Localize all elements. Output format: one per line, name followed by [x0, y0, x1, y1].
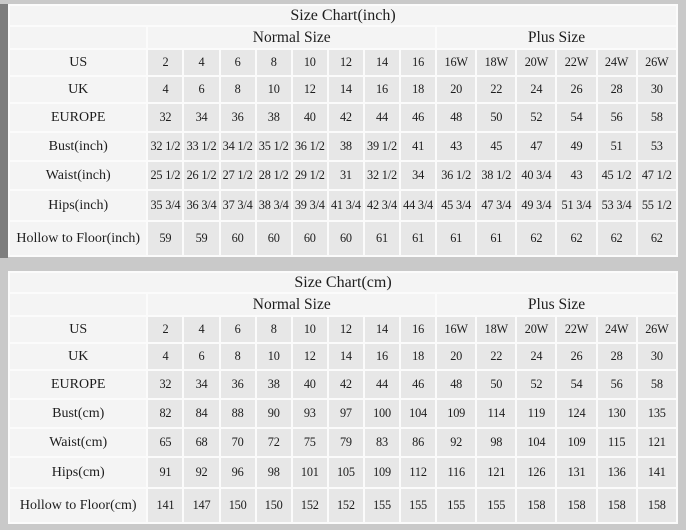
- table-row: [10, 317, 676, 342]
- size-value-cell: 59: [184, 222, 218, 255]
- size-value-cell: 124: [557, 400, 595, 427]
- size-value-cell: 61: [365, 222, 399, 255]
- size-value-cell: 53: [638, 133, 676, 160]
- size-value-cell: 8: [221, 344, 255, 369]
- size-value-cell: 54: [557, 104, 595, 131]
- size-value-cell: 155: [477, 489, 515, 522]
- size-value-cell: 22W: [557, 317, 595, 342]
- size-value-cell: 88: [221, 400, 255, 427]
- size-value-cell: 119: [517, 400, 555, 427]
- size-value-cell: 47: [517, 133, 555, 160]
- size-value-cell: 72: [257, 429, 291, 456]
- corner-cell: [10, 294, 146, 315]
- size-value-cell: 58: [638, 371, 676, 398]
- size-value-cell: 141: [638, 458, 676, 487]
- size-chart-cm-table: [8, 271, 678, 524]
- row-label: Waist(inch): [10, 162, 146, 189]
- size-value-cell: 98: [257, 458, 291, 487]
- size-value-cell: 10: [257, 77, 291, 102]
- size-value-cell: 61: [477, 222, 515, 255]
- size-chart-inch-table: [8, 4, 678, 257]
- size-value-cell: 14: [329, 344, 363, 369]
- size-value-cell: 60: [257, 222, 291, 255]
- size-value-cell: 27 1/2: [221, 162, 255, 189]
- size-value-cell: 18: [401, 344, 435, 369]
- size-value-cell: 92: [184, 458, 218, 487]
- size-value-cell: 6: [184, 344, 218, 369]
- size-value-cell: 34 1/2: [221, 133, 255, 160]
- size-value-cell: 10: [293, 50, 327, 75]
- size-value-cell: 14: [365, 50, 399, 75]
- size-value-cell: 158: [517, 489, 555, 522]
- normal-size-header: Normal Size: [148, 27, 435, 48]
- size-value-cell: 44: [365, 104, 399, 131]
- row-label: Bust(inch): [10, 133, 146, 160]
- size-value-cell: 2: [148, 50, 182, 75]
- table-row: [10, 162, 676, 189]
- size-value-cell: 26W: [638, 50, 676, 75]
- size-value-cell: 38 1/2: [477, 162, 515, 189]
- table-title: Size Chart(inch): [10, 6, 676, 25]
- size-value-cell: 56: [598, 104, 636, 131]
- size-value-cell: 60: [293, 222, 327, 255]
- size-value-cell: 101: [293, 458, 327, 487]
- size-value-cell: 28: [598, 344, 636, 369]
- table-row: [10, 77, 676, 102]
- row-label: Hips(inch): [10, 191, 146, 220]
- size-value-cell: 26: [557, 344, 595, 369]
- row-label: Hips(cm): [10, 458, 146, 487]
- size-value-cell: 14: [365, 317, 399, 342]
- size-value-cell: 42: [329, 104, 363, 131]
- size-value-cell: 12: [293, 344, 327, 369]
- size-value-cell: 32: [148, 104, 182, 131]
- size-value-cell: 35 3/4: [148, 191, 182, 220]
- size-value-cell: 104: [401, 400, 435, 427]
- size-value-cell: 97: [329, 400, 363, 427]
- size-value-cell: 90: [257, 400, 291, 427]
- size-value-cell: 4: [184, 317, 218, 342]
- size-value-cell: 45: [477, 133, 515, 160]
- row-label: US: [10, 50, 146, 75]
- table-row: [10, 104, 676, 131]
- size-value-cell: 150: [221, 489, 255, 522]
- size-value-cell: 152: [293, 489, 327, 522]
- size-value-cell: 152: [329, 489, 363, 522]
- size-value-cell: 141: [148, 489, 182, 522]
- table-row: [10, 133, 676, 160]
- size-value-cell: 135: [638, 400, 676, 427]
- size-value-cell: 45 3/4: [437, 191, 475, 220]
- size-value-cell: 114: [477, 400, 515, 427]
- size-value-cell: 22: [477, 344, 515, 369]
- size-value-cell: 12: [329, 317, 363, 342]
- size-value-cell: 61: [401, 222, 435, 255]
- size-value-cell: 36: [221, 371, 255, 398]
- size-value-cell: 42: [329, 371, 363, 398]
- size-value-cell: 12: [329, 50, 363, 75]
- size-value-cell: 52: [517, 104, 555, 131]
- size-value-cell: 24: [517, 344, 555, 369]
- size-value-cell: 121: [477, 458, 515, 487]
- size-value-cell: 43: [557, 162, 595, 189]
- size-value-cell: 79: [329, 429, 363, 456]
- size-value-cell: 22W: [557, 50, 595, 75]
- size-value-cell: 45 1/2: [598, 162, 636, 189]
- corner-cell: [10, 27, 146, 48]
- size-rows: [10, 50, 676, 255]
- size-value-cell: 130: [598, 400, 636, 427]
- size-value-cell: 2: [148, 317, 182, 342]
- table-row: [10, 50, 676, 75]
- size-value-cell: 65: [148, 429, 182, 456]
- row-label: EUROPE: [10, 371, 146, 398]
- size-value-cell: 26 1/2: [184, 162, 218, 189]
- size-value-cell: 24: [517, 77, 555, 102]
- normal-size-header: Normal Size: [148, 294, 435, 315]
- size-value-cell: 109: [557, 429, 595, 456]
- size-value-cell: 112: [401, 458, 435, 487]
- size-value-cell: 30: [638, 344, 676, 369]
- size-value-cell: 51 3/4: [557, 191, 595, 220]
- size-value-cell: 30: [638, 77, 676, 102]
- size-value-cell: 104: [517, 429, 555, 456]
- size-value-cell: 16: [365, 344, 399, 369]
- size-value-cell: 83: [365, 429, 399, 456]
- size-value-cell: 32: [148, 371, 182, 398]
- size-value-cell: 115: [598, 429, 636, 456]
- size-value-cell: 16W: [437, 317, 475, 342]
- size-value-cell: 38: [257, 371, 291, 398]
- size-value-cell: 33 1/2: [184, 133, 218, 160]
- size-value-cell: 59: [148, 222, 182, 255]
- size-value-cell: 109: [437, 400, 475, 427]
- size-value-cell: 36 1/2: [293, 133, 327, 160]
- table-row: [10, 344, 676, 369]
- row-label: US: [10, 317, 146, 342]
- size-value-cell: 38: [257, 104, 291, 131]
- size-value-cell: 10: [293, 317, 327, 342]
- size-value-cell: 31: [329, 162, 363, 189]
- size-rows: [10, 317, 676, 522]
- size-value-cell: 49: [557, 133, 595, 160]
- size-value-cell: 53 3/4: [598, 191, 636, 220]
- size-value-cell: 158: [598, 489, 636, 522]
- plus-size-header: Plus Size: [437, 27, 676, 48]
- table-title: Size Chart(cm): [10, 273, 676, 292]
- size-value-cell: 8: [221, 77, 255, 102]
- size-value-cell: 32 1/2: [148, 133, 182, 160]
- size-value-cell: 158: [638, 489, 676, 522]
- size-value-cell: 38 3/4: [257, 191, 291, 220]
- size-value-cell: 20: [437, 77, 475, 102]
- size-value-cell: 50: [477, 371, 515, 398]
- size-value-cell: 40: [293, 104, 327, 131]
- size-value-cell: 34: [184, 104, 218, 131]
- table-row: [10, 458, 676, 487]
- table-row: [10, 400, 676, 427]
- size-value-cell: 70: [221, 429, 255, 456]
- size-value-cell: 62: [638, 222, 676, 255]
- size-value-cell: 22: [477, 77, 515, 102]
- size-value-cell: 40 3/4: [517, 162, 555, 189]
- size-value-cell: 100: [365, 400, 399, 427]
- size-value-cell: 36 3/4: [184, 191, 218, 220]
- size-value-cell: 34: [401, 162, 435, 189]
- size-value-cell: 56: [598, 371, 636, 398]
- size-value-cell: 4: [184, 50, 218, 75]
- size-value-cell: 98: [477, 429, 515, 456]
- title-row: [10, 6, 676, 25]
- size-value-cell: 75: [293, 429, 327, 456]
- size-value-cell: 109: [365, 458, 399, 487]
- table-row: [10, 371, 676, 398]
- size-value-cell: 47 1/2: [638, 162, 676, 189]
- size-value-cell: 60: [329, 222, 363, 255]
- size-value-cell: 105: [329, 458, 363, 487]
- table-row: [10, 191, 676, 220]
- size-value-cell: 84: [184, 400, 218, 427]
- size-value-cell: 54: [557, 371, 595, 398]
- size-value-cell: 47 3/4: [477, 191, 515, 220]
- size-value-cell: 24W: [598, 50, 636, 75]
- size-value-cell: 16: [401, 317, 435, 342]
- size-value-cell: 51: [598, 133, 636, 160]
- size-value-cell: 24W: [598, 317, 636, 342]
- size-value-cell: 62: [517, 222, 555, 255]
- size-value-cell: 16: [401, 50, 435, 75]
- row-label: Waist(cm): [10, 429, 146, 456]
- left-edge-strip: [0, 4, 8, 258]
- size-value-cell: 42 3/4: [365, 191, 399, 220]
- size-value-cell: 36 1/2: [437, 162, 475, 189]
- size-value-cell: 16W: [437, 50, 475, 75]
- size-value-cell: 35 1/2: [257, 133, 291, 160]
- size-value-cell: 20: [437, 344, 475, 369]
- size-value-cell: 4: [148, 77, 182, 102]
- row-label: Hollow to Floor(cm): [10, 489, 146, 522]
- size-value-cell: 40: [293, 371, 327, 398]
- plus-size-header: Plus Size: [437, 294, 676, 315]
- size-value-cell: 26: [557, 77, 595, 102]
- size-value-cell: 126: [517, 458, 555, 487]
- size-value-cell: 37 3/4: [221, 191, 255, 220]
- size-value-cell: 131: [557, 458, 595, 487]
- size-value-cell: 50: [477, 104, 515, 131]
- group-header-row: [10, 294, 676, 315]
- size-value-cell: 32 1/2: [365, 162, 399, 189]
- size-value-cell: 86: [401, 429, 435, 456]
- size-value-cell: 116: [437, 458, 475, 487]
- size-value-cell: 136: [598, 458, 636, 487]
- size-value-cell: 16: [365, 77, 399, 102]
- size-value-cell: 49 3/4: [517, 191, 555, 220]
- size-value-cell: 8: [257, 50, 291, 75]
- size-value-cell: 150: [257, 489, 291, 522]
- size-value-cell: 82: [148, 400, 182, 427]
- size-value-cell: 44: [365, 371, 399, 398]
- size-value-cell: 60: [221, 222, 255, 255]
- size-value-cell: 36: [221, 104, 255, 131]
- size-value-cell: 96: [221, 458, 255, 487]
- size-value-cell: 46: [401, 104, 435, 131]
- size-value-cell: 20W: [517, 50, 555, 75]
- size-value-cell: 68: [184, 429, 218, 456]
- size-value-cell: 28: [598, 77, 636, 102]
- size-value-cell: 92: [437, 429, 475, 456]
- size-value-cell: 155: [437, 489, 475, 522]
- size-value-cell: 6: [184, 77, 218, 102]
- size-value-cell: 34: [184, 371, 218, 398]
- size-value-cell: 38: [329, 133, 363, 160]
- size-value-cell: 155: [401, 489, 435, 522]
- title-row: [10, 273, 676, 292]
- row-label: UK: [10, 344, 146, 369]
- size-value-cell: 147: [184, 489, 218, 522]
- size-value-cell: 10: [257, 344, 291, 369]
- size-value-cell: 41 3/4: [329, 191, 363, 220]
- row-label: UK: [10, 77, 146, 102]
- size-value-cell: 61: [437, 222, 475, 255]
- size-value-cell: 121: [638, 429, 676, 456]
- size-value-cell: 158: [557, 489, 595, 522]
- size-value-cell: 44 3/4: [401, 191, 435, 220]
- row-label: Bust(cm): [10, 400, 146, 427]
- size-value-cell: 62: [557, 222, 595, 255]
- size-value-cell: 20W: [517, 317, 555, 342]
- size-value-cell: 18: [401, 77, 435, 102]
- table-row: [10, 429, 676, 456]
- size-value-cell: 18W: [477, 317, 515, 342]
- size-value-cell: 58: [638, 104, 676, 131]
- size-value-cell: 29 1/2: [293, 162, 327, 189]
- table-row: [10, 222, 676, 255]
- size-value-cell: 91: [148, 458, 182, 487]
- size-value-cell: 48: [437, 104, 475, 131]
- size-value-cell: 43: [437, 133, 475, 160]
- row-label: Hollow to Floor(inch): [10, 222, 146, 255]
- size-value-cell: 46: [401, 371, 435, 398]
- size-value-cell: 48: [437, 371, 475, 398]
- size-value-cell: 14: [329, 77, 363, 102]
- size-value-cell: 28 1/2: [257, 162, 291, 189]
- size-value-cell: 6: [221, 50, 255, 75]
- size-value-cell: 93: [293, 400, 327, 427]
- size-value-cell: 6: [221, 317, 255, 342]
- size-value-cell: 39 3/4: [293, 191, 327, 220]
- size-value-cell: 18W: [477, 50, 515, 75]
- size-value-cell: 62: [598, 222, 636, 255]
- row-label: EUROPE: [10, 104, 146, 131]
- size-value-cell: 26W: [638, 317, 676, 342]
- size-value-cell: 12: [293, 77, 327, 102]
- group-header-row: [10, 27, 676, 48]
- size-value-cell: 39 1/2: [365, 133, 399, 160]
- size-value-cell: 155: [365, 489, 399, 522]
- size-value-cell: 4: [148, 344, 182, 369]
- size-value-cell: 55 1/2: [638, 191, 676, 220]
- size-value-cell: 41: [401, 133, 435, 160]
- size-value-cell: 8: [257, 317, 291, 342]
- size-value-cell: 25 1/2: [148, 162, 182, 189]
- table-row: [10, 489, 676, 522]
- size-value-cell: 52: [517, 371, 555, 398]
